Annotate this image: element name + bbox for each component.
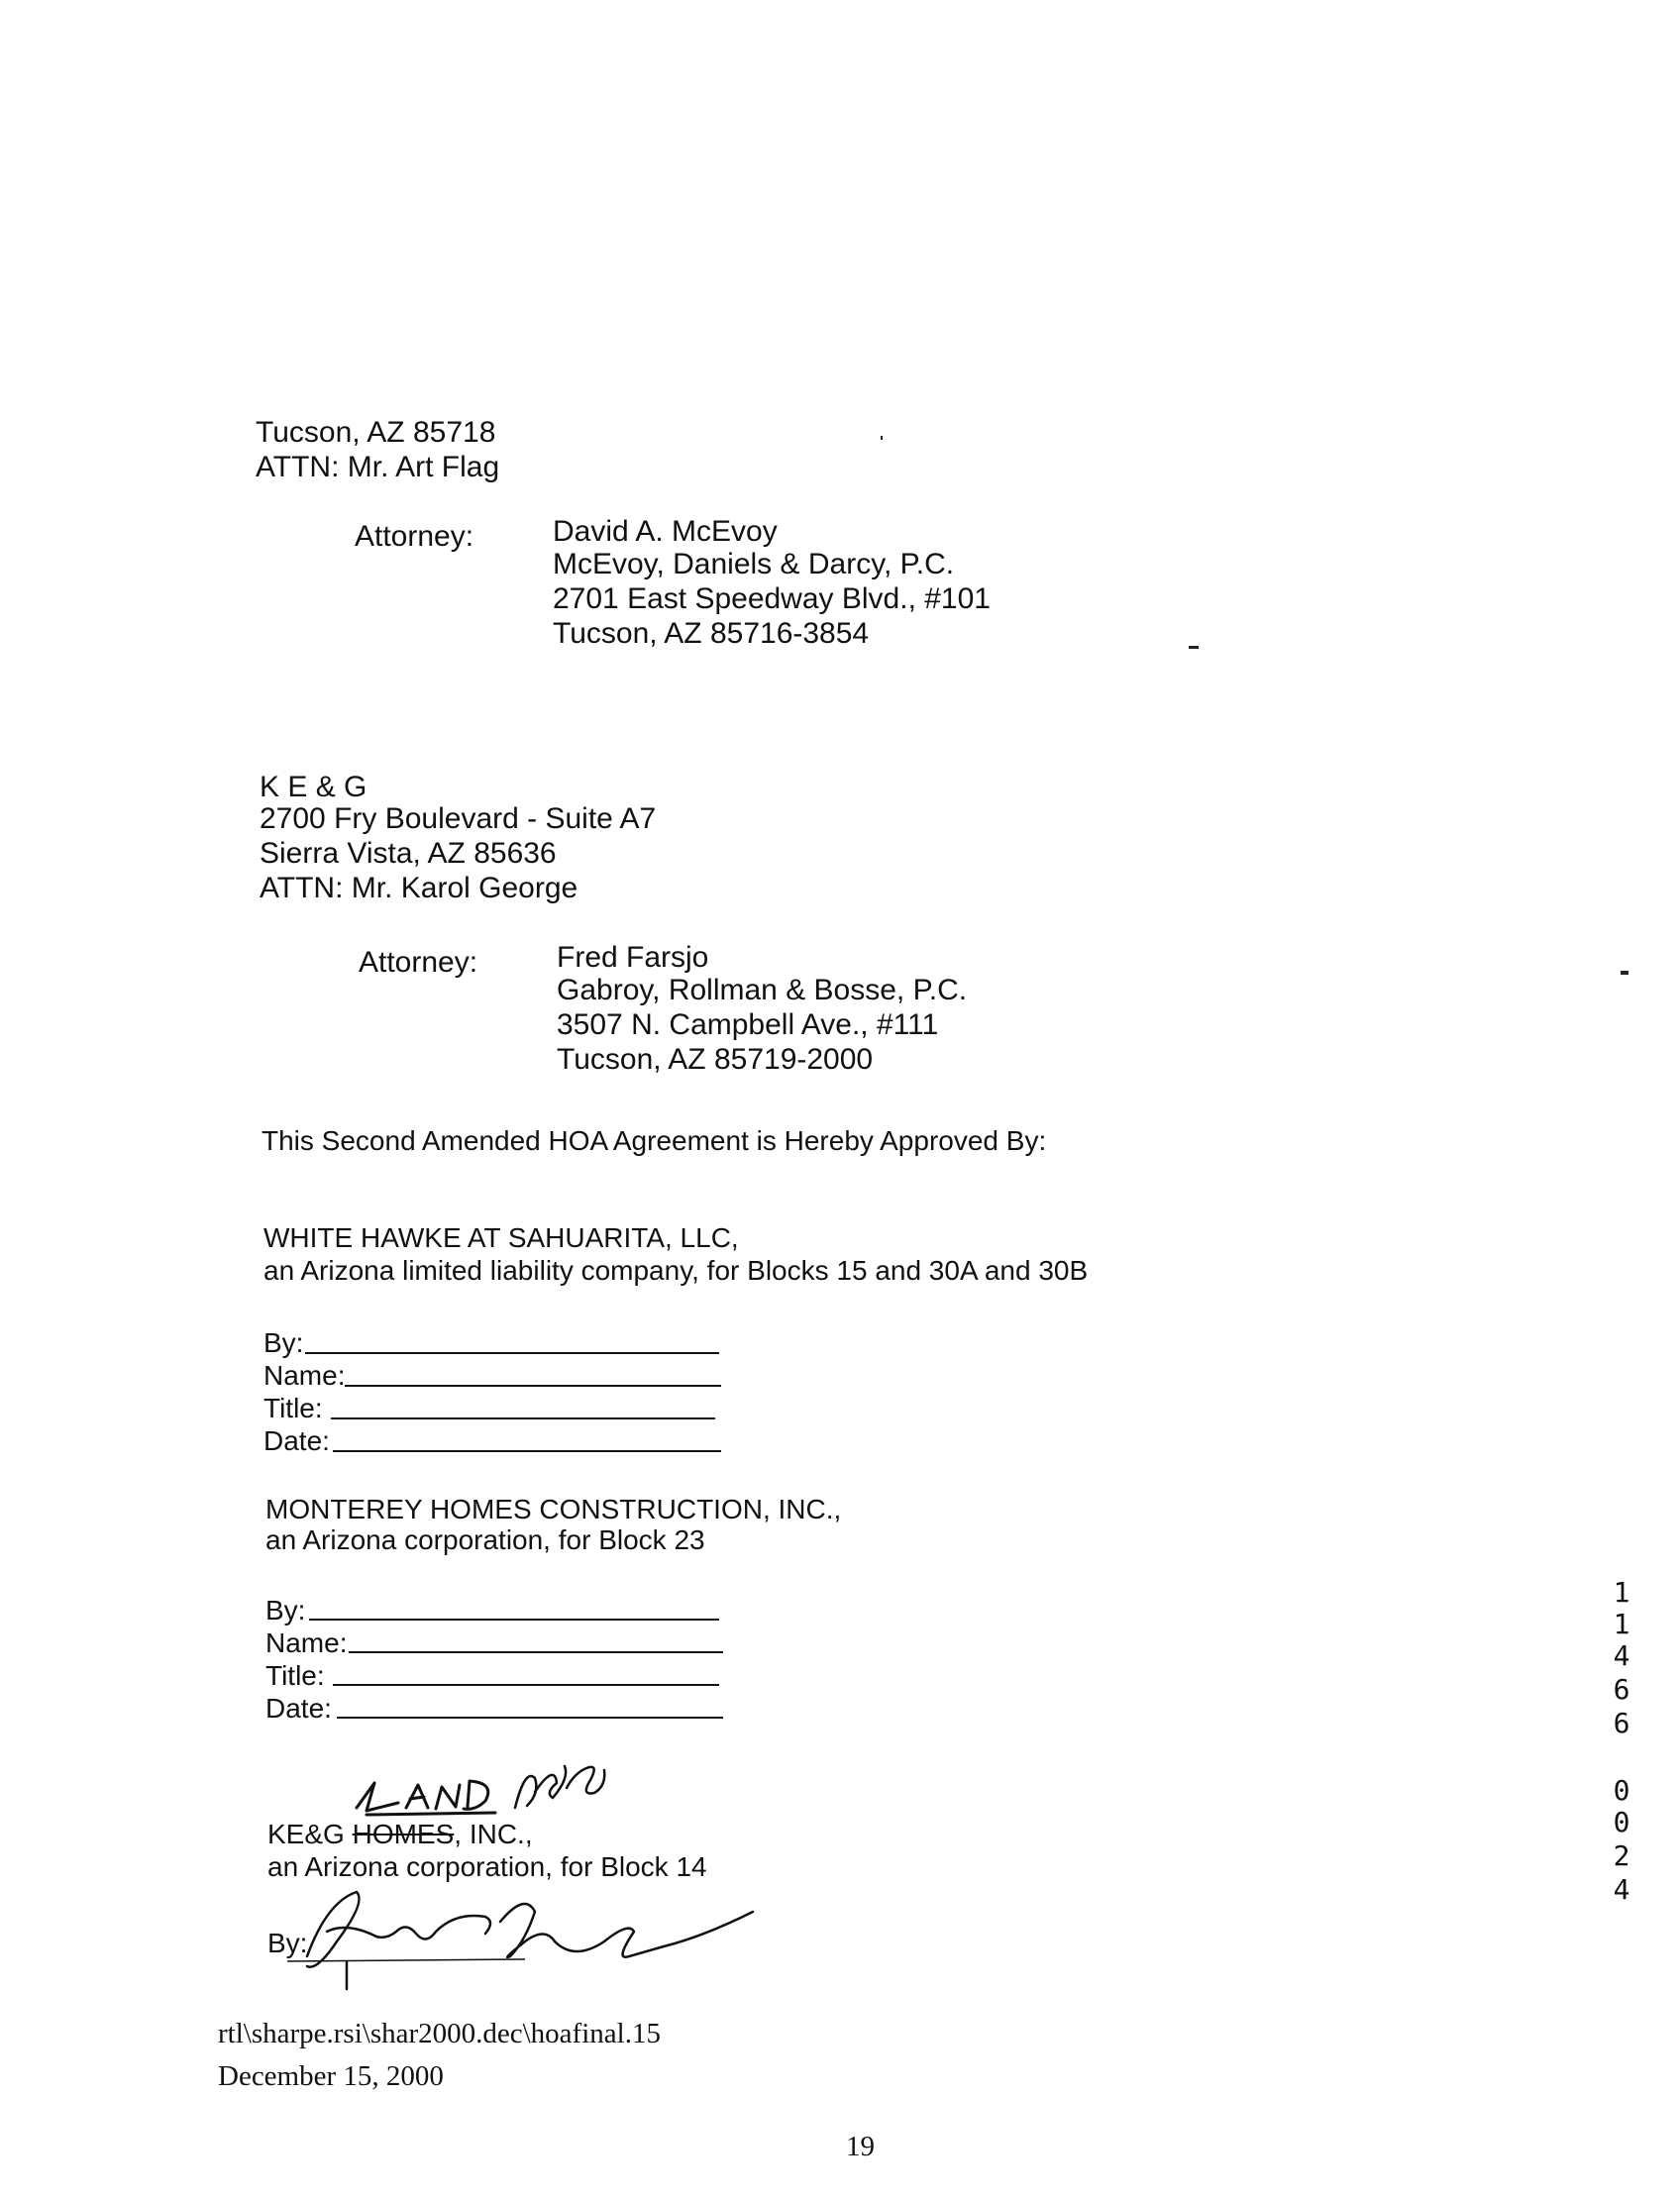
approval-statement: This Second Amended HOA Agreement is Hereby Approved By: [262,1125,1047,1156]
signatory1-name-label: Name: [263,1360,346,1391]
document-date: December 15, 2000 [218,2060,444,2092]
page-number: 19 [846,2131,875,2162]
block2-attorney-label: Attorney: [359,946,478,979]
handwritten-signature [287,1862,763,1991]
signatory3-name [267,1818,533,1851]
signatory1-date-line[interactable] [333,1450,721,1452]
block2-attorney-city: Tucson, AZ 85719-2000 [557,1043,874,1076]
signatory2-by-line[interactable] [309,1619,719,1621]
signatory2-name-line[interactable] [349,1651,723,1653]
side-stamp-digit: 0 [1613,1774,1630,1807]
block1-attorney-firm: McEvoy, Daniels & Darcy, P.C. [553,548,955,580]
signatory2-name: MONTEREY HOMES CONSTRUCTION, INC., [265,1494,842,1524]
block2-attn: ATTN: Mr. Karol George [260,872,578,904]
side-stamp-digit: 0 [1613,1806,1630,1838]
signatory1-date-label: Date: [263,1425,330,1456]
scan-speck [881,436,883,440]
signatory3-desc: an Arizona corporation, for Block 14 [267,1851,707,1882]
block2-city: Sierra Vista, AZ 85636 [260,837,557,870]
signatory2-title-line[interactable] [333,1684,719,1686]
signatory2-title-label: Title: [265,1660,325,1691]
signatory2-by-label: By: [265,1595,306,1625]
side-stamp-digit: 4 [1613,1639,1630,1672]
signatory1-title-label: Title: [263,1393,323,1423]
side-stamp-digit: 1 [1613,1576,1630,1609]
block2-attorney-address: 3507 N. Campbell Ave., #111 [557,1008,939,1041]
side-stamp-digit: 2 [1613,1839,1630,1872]
block2-attorney-name: Fred Farsjo [557,941,709,974]
side-stamp-digit: 6 [1613,1673,1630,1706]
signatory1-name-line[interactable] [345,1385,721,1387]
block1-attorney-label: Attorney: [355,520,474,553]
side-stamp-digit: 4 [1613,1873,1630,1906]
block1-attorney-city: Tucson, AZ 85716-3854 [553,617,870,650]
signatory1-by-label: By: [263,1327,304,1358]
block1-city: Tucson, AZ 85718 [256,416,496,449]
scan-speck [1621,971,1628,975]
side-stamp-digit: 1 [1613,1608,1630,1640]
scan-speck [1189,646,1199,649]
signatory1-desc: an Arizona limited liability company, for Blocks 15 and 30A and 30B [263,1255,1089,1286]
signatory3-name-struck: HOMES [352,1819,455,1849]
signatory1-by-line[interactable] [305,1352,719,1354]
signatory1-name: WHITE HAWKE AT SAHUARITA, LLC, [263,1222,739,1253]
side-stamp-digit: 6 [1613,1707,1630,1739]
block2-attorney-firm: Gabroy, Rollman & Bosse, P.C. [557,974,968,1006]
signatory1-title-line[interactable] [331,1417,715,1419]
block1-attorney-address: 2701 East Speedway Blvd., #101 [553,582,991,615]
signatory3-name-suffix: , INC., [454,1819,533,1849]
signatory2-date-label: Date: [265,1693,332,1724]
signatory2-date-line[interactable] [337,1717,723,1719]
block1-attn: ATTN: Mr. Art Flag [256,451,500,483]
block2-address: 2700 Fry Boulevard - Suite A7 [260,802,657,835]
block2-name: K E & G [260,771,368,803]
file-path: rtl\sharpe.rsi\shar2000.dec\hoafinal.15 [218,2018,661,2049]
signatory3-by-label: By: [267,1928,308,1958]
signatory2-name-label: Name: [265,1627,348,1658]
signatory2-desc: an Arizona corporation, for Block 23 [265,1524,705,1555]
signatory3-name-prefix: KE&G [267,1819,353,1849]
block1-attorney-name: David A. McEvoy [553,515,778,548]
